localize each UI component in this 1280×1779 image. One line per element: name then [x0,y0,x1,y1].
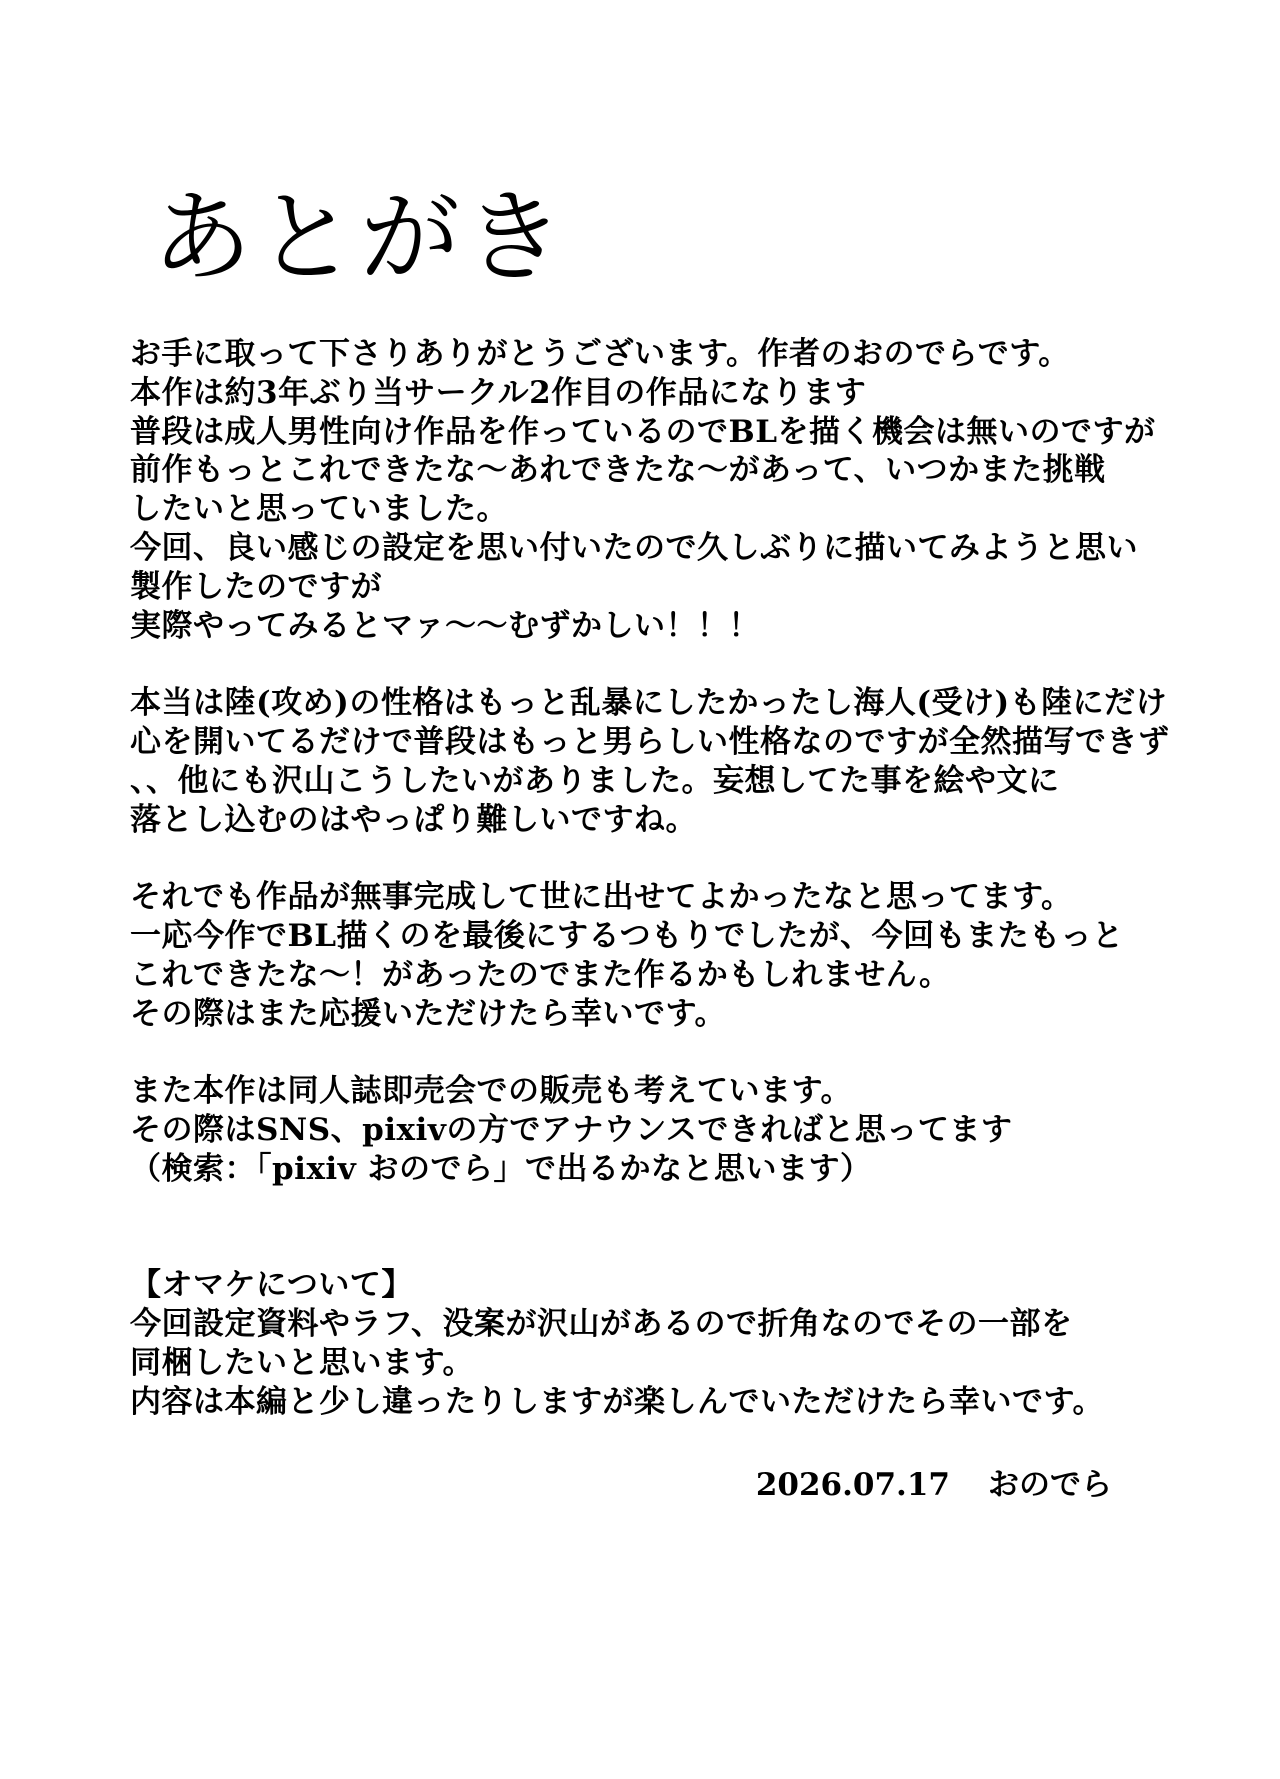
text-line: 心を開いてるだけで普段はもっと男らしい性格なのですが全然描写できず [130,723,1170,760]
text-line: 今回、良い感じの設定を思い付いたので久しぶりに描いてみようと思い [130,529,1138,566]
text-line: （検索：「pixiv おのでら」で出るかなと思います） [130,1150,872,1187]
text-line: 実際やってみるとマァ〜〜むずかしい！！！ [130,607,760,644]
paragraph-sales [130,1072,1190,1188]
paragraph-spacer [130,839,1190,878]
text-line: 内容は本編と少し違ったりしますが楽しんでいただけたら幸いです。 [130,1383,1105,1420]
paragraph-spacer [130,1189,1190,1267]
text-line: 一応今作でBL描くのを最後にするつもりでしたが、今回もまたもっと [130,917,1124,954]
text-line: これできたな〜！があったのでまた作るかもしれません。 [130,956,951,993]
text-line: したいと思っていました。 [130,491,508,528]
signature-author: おのでら [988,1467,1112,1503]
text-line: それでも作品が無事完成して世に出せてよかったなと思ってます。 [130,879,1073,916]
paragraph-spacer [130,645,1190,684]
text-line: 製作したのですが [130,568,382,605]
signature-date: 2026.07.17 [755,1467,950,1503]
text-line: 今回設定資料やラフ、没案が沢山があるので折角なのでその一部を [130,1305,1073,1342]
paragraph-characters [130,684,1190,839]
text-line: 本作は約3年ぶり当サークル2作目の作品になります [130,374,867,411]
text-line: 、、他にも沢山こうしたいがありました。妄想してた事を絵や文に [130,762,1060,799]
afterword-body [130,335,1190,1421]
bonus-heading: 【オマケについて】 [130,1267,413,1304]
signature [756,1466,1112,1504]
text-line: 前作もっとこれできたな〜あれできたな〜があって、いつかまた挑戦 [130,452,1106,489]
text-line: 同梱したいと思います。 [130,1344,475,1381]
text-line: 本当は陸(攻め)の性格はもっと乱暴にしたかったし海人(受け)も陸にだけ [130,685,1168,722]
paragraph-greeting [130,335,1190,645]
text-line: お手に取って下さりありがとうございます。作者のおのでらです。 [130,336,1070,372]
paragraph-completion [130,878,1190,1033]
page-title: あとがき [152,179,568,296]
text-line: その際はまた応援いただけたら幸いです。 [130,995,727,1032]
text-line: その際はSNS、pixivの方でアナウンスできればと思ってます [130,1111,1013,1148]
text-line: また本作は同人誌即売会での販売も考えています。 [130,1073,853,1110]
paragraph-bonus [130,1266,1190,1421]
text-line: 落とし込むのはやっぱり難しいですね。 [130,801,697,838]
paragraph-spacer [130,1033,1190,1072]
text-line: 普段は成人男性向け作品を作っているのでBLを描く機会は無いのですが [130,413,1156,450]
